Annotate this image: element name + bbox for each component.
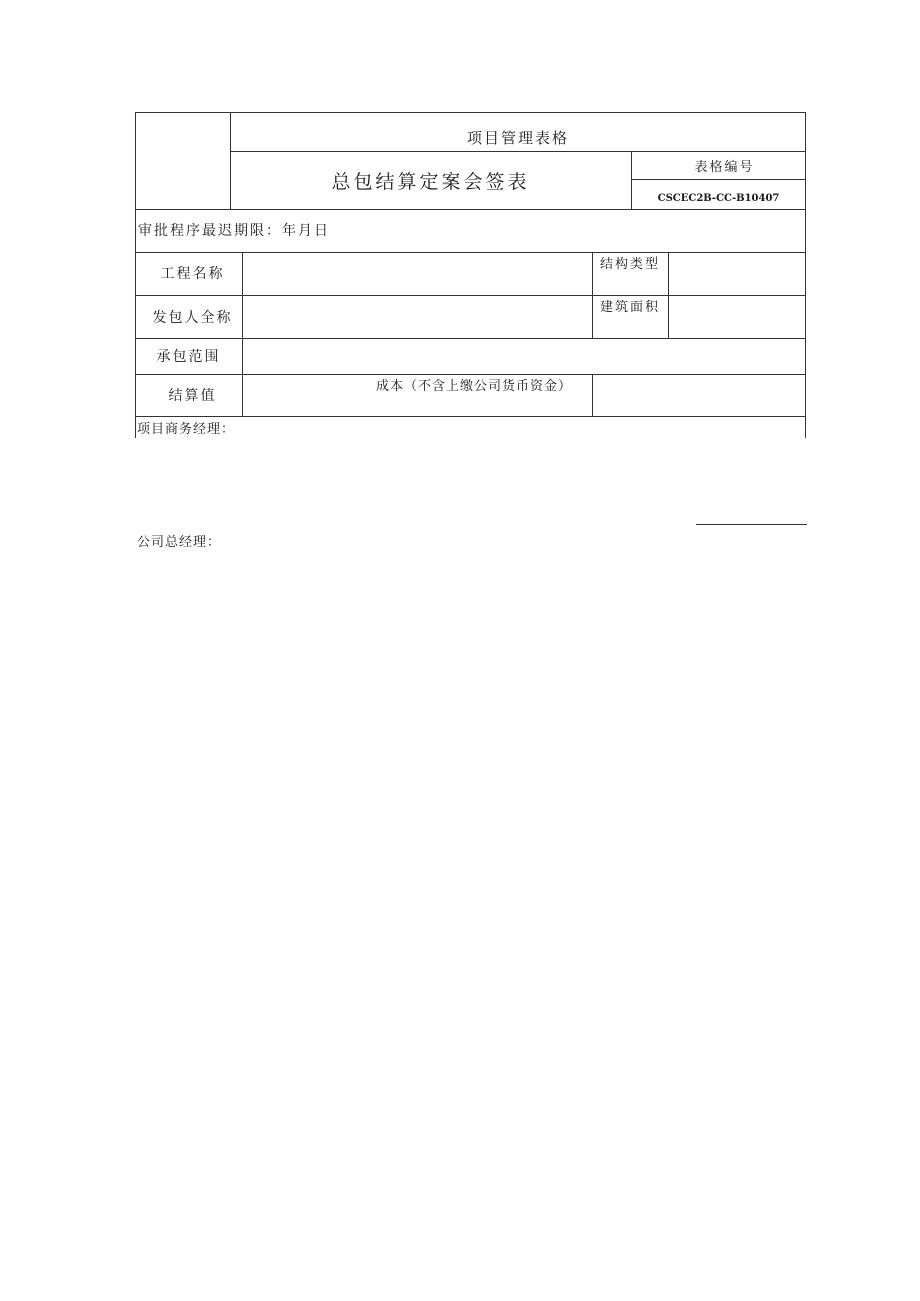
contractor-label: 发包人全称: [152, 310, 233, 326]
cost-field[interactable]: [593, 375, 805, 416]
header-divider: [230, 151, 806, 152]
form-number: CSCEC2B-CC-B10407: [657, 193, 780, 204]
form-title: 总包结算定案会签表: [331, 171, 530, 193]
settlement-label: 结算值: [168, 388, 217, 404]
building-area-field[interactable]: [669, 296, 805, 338]
project-name-field[interactable]: [243, 253, 592, 295]
general-manager-label: 公司总经理：: [137, 535, 222, 550]
scope-field[interactable]: [243, 339, 805, 374]
structure-type-label: 结构类型: [599, 257, 660, 272]
approval-deadline: 审批程序最迟期限：年月日: [138, 223, 330, 239]
structure-type-field[interactable]: [669, 253, 805, 295]
header-bottom-line: [135, 209, 806, 210]
contractor-field[interactable]: [243, 296, 592, 338]
table-border-top: [135, 112, 806, 113]
signature-line[interactable]: [696, 524, 807, 525]
form-category: 项目管理表格: [466, 129, 569, 147]
building-area-label: 建筑面积: [599, 300, 660, 315]
row4-bottom-line: [135, 416, 806, 417]
scope-label: 承包范围: [156, 349, 221, 365]
business-manager-label: 项目商务经理：: [137, 422, 236, 437]
form-number-divider: [631, 179, 806, 180]
logo-cell-divider: [230, 112, 231, 209]
project-name-label: 工程名称: [160, 266, 225, 282]
logo-cell: [136, 113, 230, 209]
form-number-label: 表格编号: [694, 160, 755, 175]
cost-label: 成本（不含上缴公司货币资金）: [376, 379, 573, 394]
